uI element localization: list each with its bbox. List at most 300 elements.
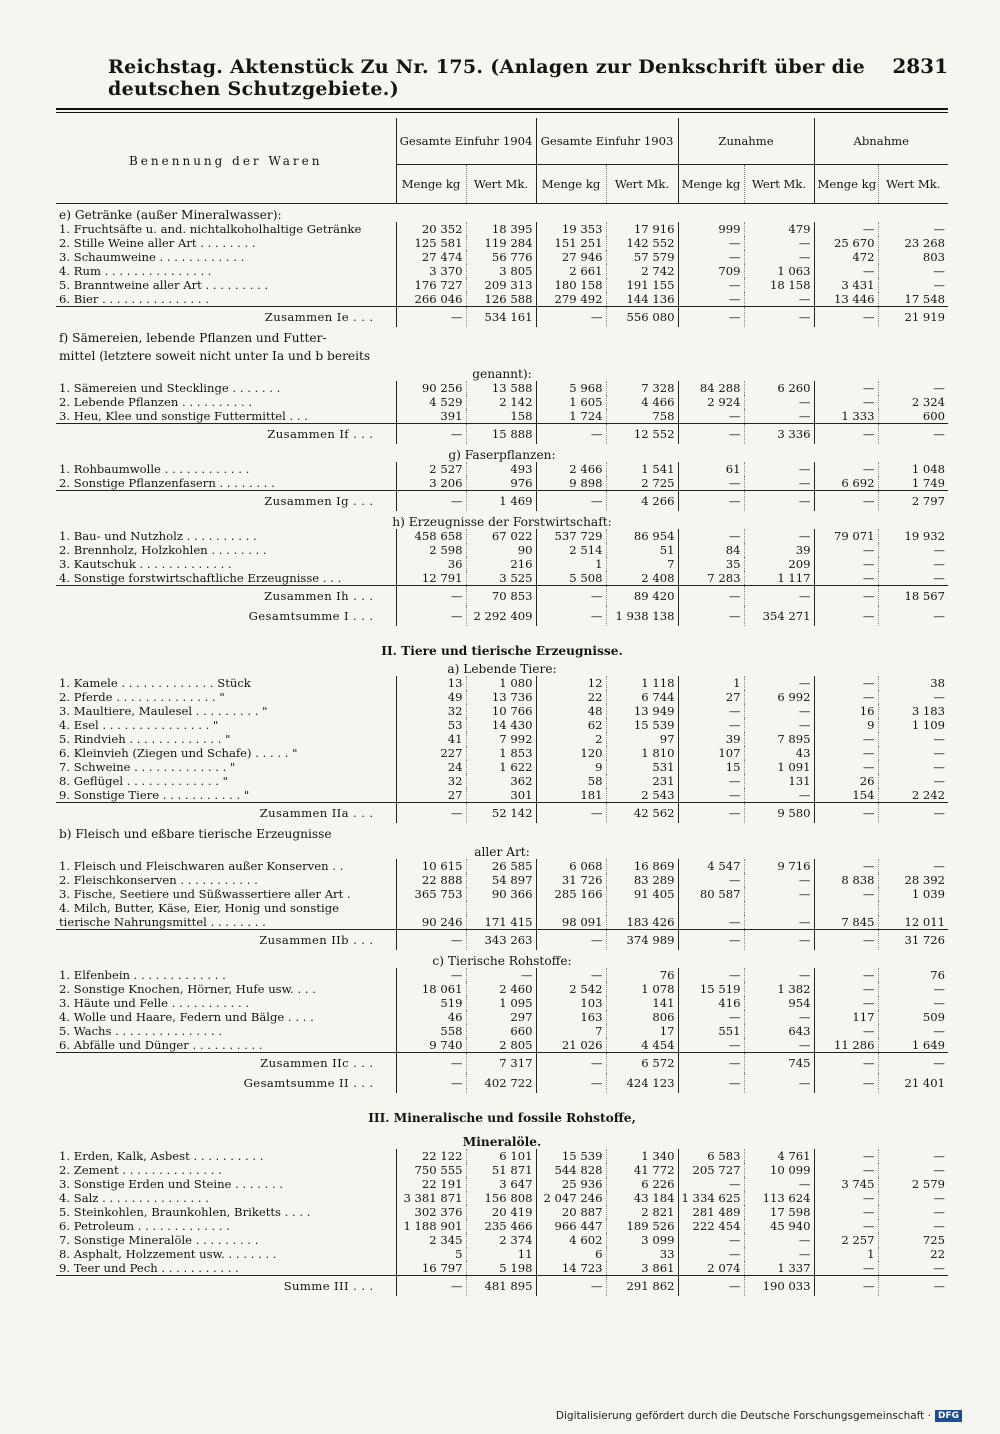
quantity-cell: 61 bbox=[678, 462, 744, 476]
value-cell: 209 bbox=[744, 557, 814, 571]
quantity-cell: 151 251 bbox=[536, 236, 606, 250]
value-cell: — bbox=[878, 571, 948, 586]
section-heading-row bbox=[56, 950, 948, 968]
value-cell: 7 895 bbox=[744, 732, 814, 746]
value-cell: — bbox=[878, 859, 948, 873]
value-cell: — bbox=[744, 250, 814, 264]
value-cell: — bbox=[878, 996, 948, 1010]
value-cell: 4 266 bbox=[606, 491, 678, 512]
table-row bbox=[56, 887, 948, 901]
section-heading: e) Getränke (außer Mineralwasser): bbox=[59, 208, 282, 222]
quantity-cell: 302 376 bbox=[396, 1205, 466, 1219]
value-cell: 424 123 bbox=[606, 1073, 678, 1093]
dfg-logo: DFG bbox=[935, 1410, 962, 1422]
quantity-cell: 2 466 bbox=[536, 462, 606, 476]
quantity-cell: 2 257 bbox=[814, 1233, 878, 1247]
quantity-cell: 117 bbox=[814, 1010, 878, 1024]
quantity-cell: — bbox=[814, 307, 878, 328]
quantity-cell bbox=[536, 901, 606, 915]
quantity-cell: — bbox=[678, 424, 744, 445]
quantity-cell: 53 bbox=[396, 718, 466, 732]
item-label: 1. Sämereien und Stecklinge . . . . . . . bbox=[59, 381, 281, 395]
quantity-cell: 1 334 625 bbox=[678, 1191, 744, 1205]
group-header-import-1904: Gesamte Einfuhr 1904 bbox=[396, 118, 536, 165]
value-cell: 3 861 bbox=[606, 1261, 678, 1276]
table-row bbox=[56, 718, 948, 732]
value-cell: — bbox=[744, 704, 814, 718]
item-label: 5. Branntweine aller Art . . . . . . . . . bbox=[59, 278, 269, 292]
table-row bbox=[56, 1177, 948, 1191]
quantity-cell: — bbox=[678, 278, 744, 292]
quantity-cell: 2 542 bbox=[536, 982, 606, 996]
value-cell: 2 324 bbox=[878, 395, 948, 409]
page-number: 2831 bbox=[892, 54, 948, 78]
quantity-cell: — bbox=[536, 606, 606, 626]
value-cell: — bbox=[744, 462, 814, 476]
value-cell: 13 588 bbox=[466, 381, 536, 395]
table-row bbox=[56, 760, 948, 774]
quantity-cell: — bbox=[678, 292, 744, 307]
value-cell: 21 401 bbox=[878, 1073, 948, 1093]
quantity-cell: 1 bbox=[536, 557, 606, 571]
value-cell: 45 940 bbox=[744, 1219, 814, 1233]
quantity-cell: — bbox=[678, 803, 744, 824]
value-cell: — bbox=[744, 1038, 814, 1053]
quantity-cell: 2 bbox=[536, 732, 606, 746]
quantity-cell: 31 726 bbox=[536, 873, 606, 887]
quantity-cell: — bbox=[814, 996, 878, 1010]
item-label: 2. Sonstige Knochen, Hörner, Hufe usw. . . . bbox=[59, 982, 316, 996]
value-cell: 493 bbox=[466, 462, 536, 476]
value-cell: 235 466 bbox=[466, 1219, 536, 1233]
item-label: 7. Schweine . . . . . . . . . . . . . " bbox=[59, 760, 236, 774]
quantity-cell: 416 bbox=[678, 996, 744, 1010]
quantity-cell: — bbox=[814, 1024, 878, 1038]
table-row bbox=[56, 901, 948, 915]
item-label: 4. Milch, Butter, Käse, Eier, Honig und sonstige bbox=[59, 901, 340, 915]
table-row bbox=[56, 746, 948, 760]
value-cell: 976 bbox=[466, 476, 536, 491]
quantity-cell: 1 333 bbox=[814, 409, 878, 424]
table-row bbox=[56, 1247, 948, 1261]
value-cell bbox=[744, 901, 814, 915]
page-header bbox=[108, 54, 948, 100]
total-label: Zusammen IIc . . . bbox=[56, 1053, 396, 1074]
quantity-cell: 281 489 bbox=[678, 1205, 744, 1219]
spacer-cell bbox=[56, 1093, 948, 1101]
item-label: 3. Schaumweine . . . . . . . . . . . . bbox=[59, 250, 245, 264]
value-cell: 2 797 bbox=[878, 491, 948, 512]
value-cell: 3 525 bbox=[466, 571, 536, 586]
value-cell: — bbox=[878, 760, 948, 774]
quantity-cell: 4 529 bbox=[396, 395, 466, 409]
quantity-cell: 558 bbox=[396, 1024, 466, 1038]
total-row bbox=[56, 1053, 948, 1074]
value-cell: 17 598 bbox=[744, 1205, 814, 1219]
section-heading-row bbox=[56, 634, 948, 658]
quantity-cell: — bbox=[396, 803, 466, 824]
value-cell: 2 742 bbox=[606, 264, 678, 278]
value-cell: 142 552 bbox=[606, 236, 678, 250]
total-row bbox=[56, 491, 948, 512]
value-cell: 1 109 bbox=[878, 718, 948, 732]
value-cell: — bbox=[878, 1205, 948, 1219]
quantity-cell: 2 047 246 bbox=[536, 1191, 606, 1205]
item-label: 1. Fruchtsäfte u. and. nichtalkoholhaltige Getränke bbox=[59, 222, 362, 236]
value-cell: 5 198 bbox=[466, 1261, 536, 1276]
value-cell: 509 bbox=[878, 1010, 948, 1024]
value-cell: — bbox=[878, 381, 948, 395]
quantity-cell: — bbox=[678, 476, 744, 491]
quantity-cell: — bbox=[678, 968, 744, 982]
quantity-cell: 9 bbox=[536, 760, 606, 774]
quantity-cell: 2 074 bbox=[678, 1261, 744, 1276]
item-label: 6. Abfälle und Dünger . . . . . . . . . . bbox=[59, 1038, 263, 1052]
table-row bbox=[56, 1038, 948, 1053]
value-cell: 216 bbox=[466, 557, 536, 571]
quantity-cell: 9 bbox=[814, 718, 878, 732]
quantity-cell: — bbox=[814, 424, 878, 445]
value-cell: 91 405 bbox=[606, 887, 678, 901]
value-cell: — bbox=[878, 1163, 948, 1177]
quantity-cell: 79 071 bbox=[814, 529, 878, 543]
total-row bbox=[56, 424, 948, 445]
section-heading-row bbox=[56, 1101, 948, 1125]
value-cell: 1 063 bbox=[744, 264, 814, 278]
value-cell: 6 744 bbox=[606, 690, 678, 704]
value-cell: 297 bbox=[466, 1010, 536, 1024]
section-heading: h) Erzeugnisse der Forstwirtschaft: bbox=[392, 515, 612, 529]
section-heading: a) Lebende Tiere: bbox=[447, 662, 557, 676]
value-cell: — bbox=[878, 424, 948, 445]
quantity-cell: 32 bbox=[396, 774, 466, 788]
value-cell: 12 552 bbox=[606, 424, 678, 445]
value-cell: 3 805 bbox=[466, 264, 536, 278]
subheader-value: Wert Mk. bbox=[744, 165, 814, 204]
value-cell: 1 622 bbox=[466, 760, 536, 774]
quantity-cell: — bbox=[396, 1073, 466, 1093]
item-label: 2. Lebende Pflanzen . . . . . . . . . . bbox=[59, 395, 253, 409]
value-cell: 183 426 bbox=[606, 915, 678, 930]
item-label: 5. Steinkohlen, Braunkohlen, Briketts . . . . bbox=[59, 1205, 311, 1219]
item-label: 5. Wachs . . . . . . . . . . . . . . . bbox=[59, 1024, 223, 1038]
table-row bbox=[56, 1233, 948, 1247]
total-label: Zusammen IIb . . . bbox=[56, 930, 396, 951]
total-label: Zusammen IIa . . . bbox=[56, 803, 396, 824]
running-title: Reichstag. Aktenstück Zu Nr. 175. (Anlagen zur Denkschrift über die deutschen Schutzgebiete.) bbox=[108, 56, 866, 100]
item-label: 1. Kamele . . . . . . . . . . . . . Stück bbox=[59, 676, 251, 690]
quantity-cell: 22 191 bbox=[396, 1177, 466, 1191]
quantity-cell: — bbox=[678, 1053, 744, 1074]
quantity-cell: 2 514 bbox=[536, 543, 606, 557]
value-cell: 20 419 bbox=[466, 1205, 536, 1219]
quantity-cell: 14 723 bbox=[536, 1261, 606, 1276]
table-row bbox=[56, 476, 948, 491]
value-cell: 56 776 bbox=[466, 250, 536, 264]
quantity-cell: 58 bbox=[536, 774, 606, 788]
value-cell: 2 805 bbox=[466, 1038, 536, 1053]
quantity-cell: — bbox=[814, 803, 878, 824]
value-cell: — bbox=[878, 1149, 948, 1163]
quantity-cell: 285 166 bbox=[536, 887, 606, 901]
value-cell: — bbox=[878, 1191, 948, 1205]
quantity-cell: — bbox=[814, 462, 878, 476]
quantity-cell: 365 753 bbox=[396, 887, 466, 901]
header-rule-thin bbox=[56, 112, 948, 113]
item-label: 4. Wolle und Haare, Federn und Bälge . . . . bbox=[59, 1010, 314, 1024]
quantity-cell: 2 527 bbox=[396, 462, 466, 476]
quantity-cell: 18 061 bbox=[396, 982, 466, 996]
value-cell: — bbox=[744, 491, 814, 512]
quantity-cell: 7 283 bbox=[678, 571, 744, 586]
value-cell: — bbox=[744, 236, 814, 250]
value-cell: — bbox=[744, 529, 814, 543]
value-cell: 86 954 bbox=[606, 529, 678, 543]
value-cell: 2 408 bbox=[606, 571, 678, 586]
value-cell: 76 bbox=[878, 968, 948, 982]
quantity-cell: 750 555 bbox=[396, 1163, 466, 1177]
value-cell: 354 271 bbox=[744, 606, 814, 626]
quantity-cell: 458 658 bbox=[396, 529, 466, 543]
value-cell: 141 bbox=[606, 996, 678, 1010]
quantity-cell: — bbox=[536, 930, 606, 951]
quantity-cell: — bbox=[814, 1219, 878, 1233]
quantity-cell: — bbox=[678, 409, 744, 424]
quantity-cell: 5 968 bbox=[536, 381, 606, 395]
item-label: 3. Fische, Seetiere und Süßwassertiere aller Art . bbox=[59, 887, 351, 901]
quantity-cell: — bbox=[678, 491, 744, 512]
value-cell: — bbox=[744, 968, 814, 982]
quantity-cell: — bbox=[678, 529, 744, 543]
section-heading: b) Fleisch und eßbare tierische Erzeugnisse bbox=[59, 827, 332, 841]
value-cell: 158 bbox=[466, 409, 536, 424]
quantity-cell: 180 158 bbox=[536, 278, 606, 292]
item-label: 2. Stille Weine aller Art . . . . . . . . bbox=[59, 236, 256, 250]
section-heading: mittel (letztere soweit nicht unter Ia und b bereits bbox=[59, 349, 371, 363]
quantity-cell: 6 068 bbox=[536, 859, 606, 873]
value-cell bbox=[466, 901, 536, 915]
quantity-cell: — bbox=[536, 307, 606, 328]
value-cell: 21 919 bbox=[878, 307, 948, 328]
quantity-cell: 205 727 bbox=[678, 1163, 744, 1177]
section-heading-row bbox=[56, 363, 948, 381]
item-label: 1. Rohbaumwolle . . . . . . . . . . . . bbox=[59, 462, 250, 476]
total-row bbox=[56, 803, 948, 824]
quantity-cell: 15 519 bbox=[678, 982, 744, 996]
value-cell: 31 726 bbox=[878, 930, 948, 951]
value-cell: 3 099 bbox=[606, 1233, 678, 1247]
quantity-cell: 551 bbox=[678, 1024, 744, 1038]
quantity-cell: — bbox=[678, 1177, 744, 1191]
value-cell: 171 415 bbox=[466, 915, 536, 930]
value-cell: 362 bbox=[466, 774, 536, 788]
quantity-cell: — bbox=[678, 1038, 744, 1053]
value-cell: 7 bbox=[606, 557, 678, 571]
section-heading-row bbox=[56, 1125, 948, 1149]
item-label: 1. Erden, Kalk, Asbest . . . . . . . . . . bbox=[59, 1149, 264, 1163]
table-row bbox=[56, 1205, 948, 1219]
quantity-cell: — bbox=[814, 732, 878, 746]
table-row bbox=[56, 968, 948, 982]
table-row bbox=[56, 1149, 948, 1163]
quantity-cell: — bbox=[678, 250, 744, 264]
subheader-value: Wert Mk. bbox=[878, 165, 948, 204]
quantity-cell: — bbox=[814, 690, 878, 704]
subheader-quantity: Menge kg bbox=[678, 165, 744, 204]
value-cell: — bbox=[466, 968, 536, 982]
value-cell: 89 420 bbox=[606, 586, 678, 607]
value-cell: 479 bbox=[744, 222, 814, 236]
quantity-cell: 266 046 bbox=[396, 292, 466, 307]
table-row bbox=[56, 1163, 948, 1177]
value-cell: 1 541 bbox=[606, 462, 678, 476]
quantity-cell: — bbox=[814, 1191, 878, 1205]
header-rule bbox=[56, 108, 948, 110]
table-row bbox=[56, 557, 948, 571]
quantity-cell: — bbox=[678, 788, 744, 803]
quantity-cell: 544 828 bbox=[536, 1163, 606, 1177]
section-heading: Mineralöle. bbox=[462, 1135, 542, 1149]
value-cell: — bbox=[878, 803, 948, 824]
quantity-cell: — bbox=[396, 968, 466, 982]
total-label: Gesamtsumme I . . . bbox=[248, 609, 374, 623]
quantity-cell: 80 587 bbox=[678, 887, 744, 901]
value-cell: 190 033 bbox=[744, 1276, 814, 1297]
quantity-cell: 27 474 bbox=[396, 250, 466, 264]
quantity-cell: 222 454 bbox=[678, 1219, 744, 1233]
value-cell: 12 011 bbox=[878, 915, 948, 930]
value-cell bbox=[606, 901, 678, 915]
quantity-cell: 227 bbox=[396, 746, 466, 760]
quantity-cell: 176 727 bbox=[396, 278, 466, 292]
table-row bbox=[56, 236, 948, 250]
value-cell: 1 095 bbox=[466, 996, 536, 1010]
total-label: Summe III . . . bbox=[56, 1276, 396, 1297]
value-cell: 76 bbox=[606, 968, 678, 982]
item-label: 3. Häute und Felle . . . . . . . . . . . bbox=[59, 996, 250, 1010]
value-cell: 1 117 bbox=[744, 571, 814, 586]
quantity-cell: — bbox=[814, 571, 878, 586]
quantity-cell: 27 bbox=[678, 690, 744, 704]
value-cell: 2 579 bbox=[878, 1177, 948, 1191]
value-cell: 1 749 bbox=[878, 476, 948, 491]
quantity-cell: 7 bbox=[536, 1024, 606, 1038]
value-cell: 13 949 bbox=[606, 704, 678, 718]
value-cell: 1 118 bbox=[606, 676, 678, 690]
total-label: Zusammen Ih . . . bbox=[56, 586, 396, 607]
quantity-cell: — bbox=[678, 606, 744, 626]
subheader-value: Wert Mk. bbox=[606, 165, 678, 204]
item-label: 4. Rum . . . . . . . . . . . . . . . bbox=[59, 264, 212, 278]
quantity-cell: 20 887 bbox=[536, 1205, 606, 1219]
quantity-cell: — bbox=[536, 1276, 606, 1297]
value-cell: 2 460 bbox=[466, 982, 536, 996]
item-label: 4. Sonstige forstwirtschaftliche Erzeugnisse . . . bbox=[59, 571, 342, 585]
value-cell: 52 142 bbox=[466, 803, 536, 824]
item-label: 9. Sonstige Tiere . . . . . . . . . . . " bbox=[59, 788, 250, 802]
value-cell: 15 539 bbox=[606, 718, 678, 732]
value-cell: 113 624 bbox=[744, 1191, 814, 1205]
table-row bbox=[56, 690, 948, 704]
quantity-cell: — bbox=[536, 424, 606, 445]
value-cell: — bbox=[878, 278, 948, 292]
total-row bbox=[56, 586, 948, 607]
value-cell: 17 548 bbox=[878, 292, 948, 307]
quantity-cell: 154 bbox=[814, 788, 878, 803]
table-row bbox=[56, 774, 948, 788]
section-heading: f) Sämereien, lebende Pflanzen und Futter- bbox=[59, 331, 327, 345]
quantity-cell: — bbox=[814, 1261, 878, 1276]
quantity-cell: 709 bbox=[678, 264, 744, 278]
quantity-cell: 103 bbox=[536, 996, 606, 1010]
value-cell: 402 722 bbox=[466, 1073, 536, 1093]
value-cell: 7 992 bbox=[466, 732, 536, 746]
quantity-cell: 62 bbox=[536, 718, 606, 732]
quantity-cell: 27 946 bbox=[536, 250, 606, 264]
value-cell: 22 bbox=[878, 1247, 948, 1261]
subheader-quantity: Menge kg bbox=[536, 165, 606, 204]
quantity-cell: 966 447 bbox=[536, 1219, 606, 1233]
section-heading: II. Tiere und tierische Erzeugnisse. bbox=[381, 644, 623, 658]
value-cell: 18 395 bbox=[466, 222, 536, 236]
value-cell: 131 bbox=[744, 774, 814, 788]
quantity-cell: — bbox=[678, 873, 744, 887]
value-cell: 19 932 bbox=[878, 529, 948, 543]
quantity-cell: 8 838 bbox=[814, 873, 878, 887]
table-row bbox=[56, 571, 948, 586]
section-heading: III. Mineralische und fossile Rohstoffe, bbox=[368, 1111, 636, 1125]
quantity-cell: — bbox=[814, 1205, 878, 1219]
quantity-cell: 90 246 bbox=[396, 915, 466, 930]
value-cell: 6 572 bbox=[606, 1053, 678, 1074]
value-cell: 1 048 bbox=[878, 462, 948, 476]
table-row bbox=[56, 704, 948, 718]
value-cell: 39 bbox=[744, 543, 814, 557]
quantity-cell: 15 539 bbox=[536, 1149, 606, 1163]
total-label: Zusammen If . . . bbox=[56, 424, 396, 445]
value-cell: 144 136 bbox=[606, 292, 678, 307]
quantity-cell: 5 bbox=[396, 1247, 466, 1261]
quantity-cell: — bbox=[536, 968, 606, 982]
section-heading-row bbox=[56, 658, 948, 676]
value-cell: 1 938 138 bbox=[606, 606, 678, 626]
spacer-row bbox=[56, 626, 948, 634]
quantity-cell: — bbox=[536, 586, 606, 607]
value-cell: 43 bbox=[744, 746, 814, 760]
quantity-cell: — bbox=[396, 307, 466, 328]
quantity-cell bbox=[814, 901, 878, 915]
quantity-cell: 46 bbox=[396, 1010, 466, 1024]
item-label: 4. Salz . . . . . . . . . . . . . . . bbox=[59, 1191, 209, 1205]
table-row bbox=[56, 1191, 948, 1205]
value-cell: 481 895 bbox=[466, 1276, 536, 1297]
value-cell: 1 078 bbox=[606, 982, 678, 996]
value-cell bbox=[878, 901, 948, 915]
value-cell: 33 bbox=[606, 1247, 678, 1261]
value-cell: 1 853 bbox=[466, 746, 536, 760]
table-body bbox=[56, 204, 948, 1297]
item-label: 8. Asphalt, Holzzement usw. . . . . . . . bbox=[59, 1247, 277, 1261]
quantity-cell: 472 bbox=[814, 250, 878, 264]
value-cell: 1 810 bbox=[606, 746, 678, 760]
quantity-cell: — bbox=[814, 586, 878, 607]
value-cell: 6 260 bbox=[744, 381, 814, 395]
value-cell: 3 647 bbox=[466, 1177, 536, 1191]
value-cell: — bbox=[878, 606, 948, 626]
quantity-cell: — bbox=[396, 606, 466, 626]
quantity-cell: 3 431 bbox=[814, 278, 878, 292]
value-cell: — bbox=[744, 1073, 814, 1093]
